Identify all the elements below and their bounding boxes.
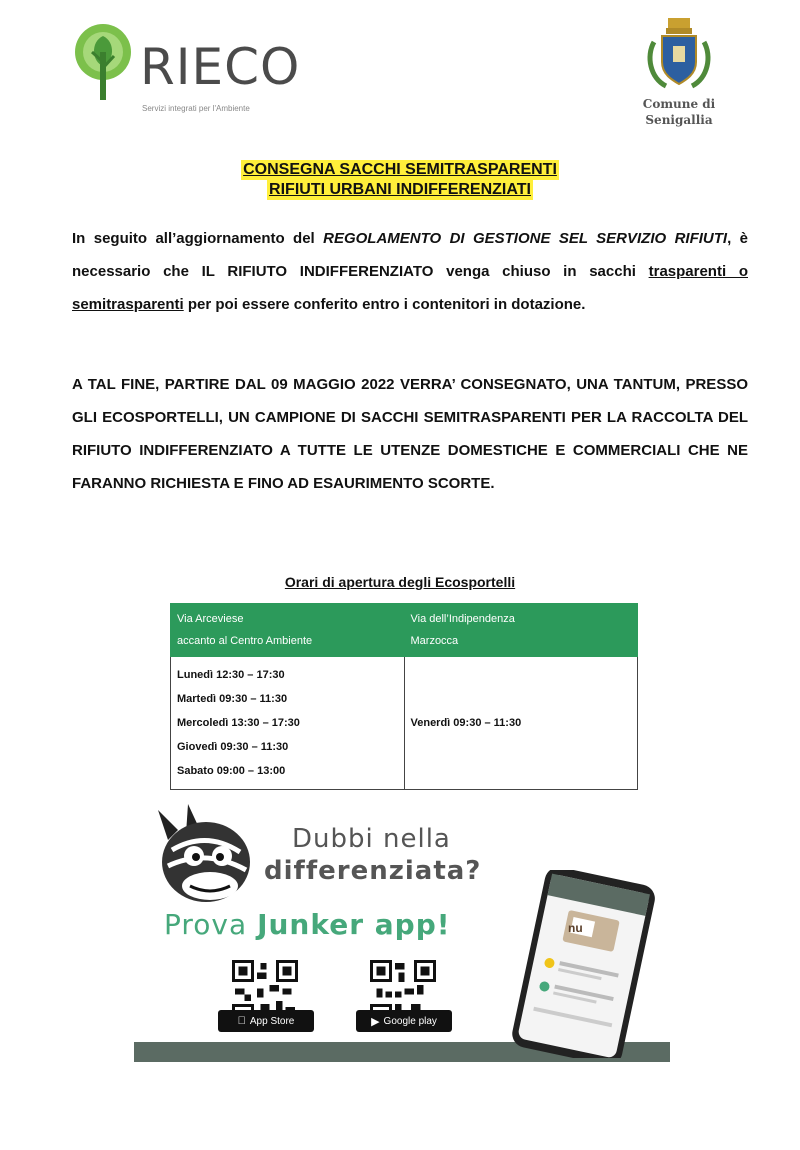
comune-logo	[624, 16, 734, 136]
comune-name-line2: Senigallia	[645, 113, 713, 127]
logo-name: RIECO	[140, 38, 301, 96]
google-play-badge[interactable]	[356, 1010, 452, 1032]
table-header-row	[171, 604, 638, 657]
junker-banner	[134, 800, 670, 1062]
tree-logo-icon	[70, 22, 136, 102]
intro-paragraph	[72, 222, 748, 321]
col2-hours-cell: Venerdì 09:30 – 11:30	[404, 657, 638, 790]
col2-header	[404, 604, 638, 657]
phone-badge: nu	[568, 921, 583, 935]
google-play-label: Google play	[383, 1015, 437, 1027]
cta-prefix: Prova	[164, 908, 258, 941]
banner-question-line2: differenziata?	[264, 856, 482, 886]
phone-mockup-icon	[498, 870, 668, 1058]
banner-cta	[164, 908, 451, 941]
logo-tagline: Servizi integrati per l'Ambiente	[142, 104, 250, 113]
page-title	[0, 160, 800, 200]
comune-name-line1: Comune di	[642, 97, 716, 111]
rieco-logo	[70, 22, 310, 112]
hours-row: Lunedì 12:30 – 17:30	[177, 669, 285, 681]
zebra-mascot-icon	[148, 800, 258, 910]
intro-text-2: , è necessario che IL RIFIUTO INDIFFERENZIATO venga chiuso in sacchi	[72, 230, 748, 280]
col2-header-line1: Via dell’Indipendenza	[410, 613, 515, 625]
intro-underline-text: trasparenti o semitrasparenti	[72, 263, 748, 313]
col2-header-line2: Marzocca	[410, 635, 459, 647]
hours-table	[170, 603, 638, 790]
hours-row: Mercoledì 13:30 – 17:30	[177, 717, 300, 729]
hours-table-title: Orari di apertura degli Ecosportelli	[284, 574, 516, 590]
col1-hours-cell	[171, 657, 405, 790]
cta-app-name: Junker app!	[257, 908, 451, 941]
app-store-badge[interactable]	[218, 1010, 314, 1032]
city-crest-icon	[646, 16, 712, 92]
hours-row: Sabato 09:00 – 13:00	[177, 765, 286, 777]
title-line1: CONSEGNA SACCHI SEMITRASPARENTI	[243, 161, 557, 178]
hours-row: Martedì 09:30 – 11:30	[177, 693, 288, 705]
intro-text-1: In seguito all’aggiornamento del	[72, 230, 324, 247]
intro-italic-text: REGOLAMENTO DI GESTIONE SEL SERVIZIO RIFIUTI	[323, 230, 728, 247]
app-store-label: App Store	[245, 1015, 291, 1027]
intro-text-3: per poi essere conferito entro i contenitori in dotazione.	[183, 296, 586, 313]
notice-paragraph: A TAL FINE, PARTIRE DAL 09 MAGGIO 2022 VERRA’ CONSEGNATO, UNA TANTUM, PRESSO GLI ECOSPORTELLI, UN CAMPIONE DI SACCHI SEMITRASPARENTI PER LA RACCOLTA DEL RIFIUTO INDIFFERENZIATO A TUTTE LE UTENZE DOMESTICHE E COMMERCIALI CHE NE FARANNO RICHIESTA E FINO AD ESAURIMENTO SCORTE.	[72, 376, 748, 492]
banner-question-line1: Dubbi nella	[292, 824, 451, 854]
table-row	[171, 657, 638, 790]
col1-header-line2: accanto al Centro Ambiente	[177, 635, 313, 647]
col1-header	[171, 604, 405, 657]
hours-row: Giovedì 09:30 – 11:30	[177, 741, 289, 753]
title-line2: RIFIUTI URBANI INDIFFERENZIATI	[269, 181, 531, 198]
play-icon: ▶	[371, 1015, 380, 1028]
col1-header-line1: Via Arceviese	[177, 613, 244, 625]
apple-icon	[238, 1015, 246, 1027]
